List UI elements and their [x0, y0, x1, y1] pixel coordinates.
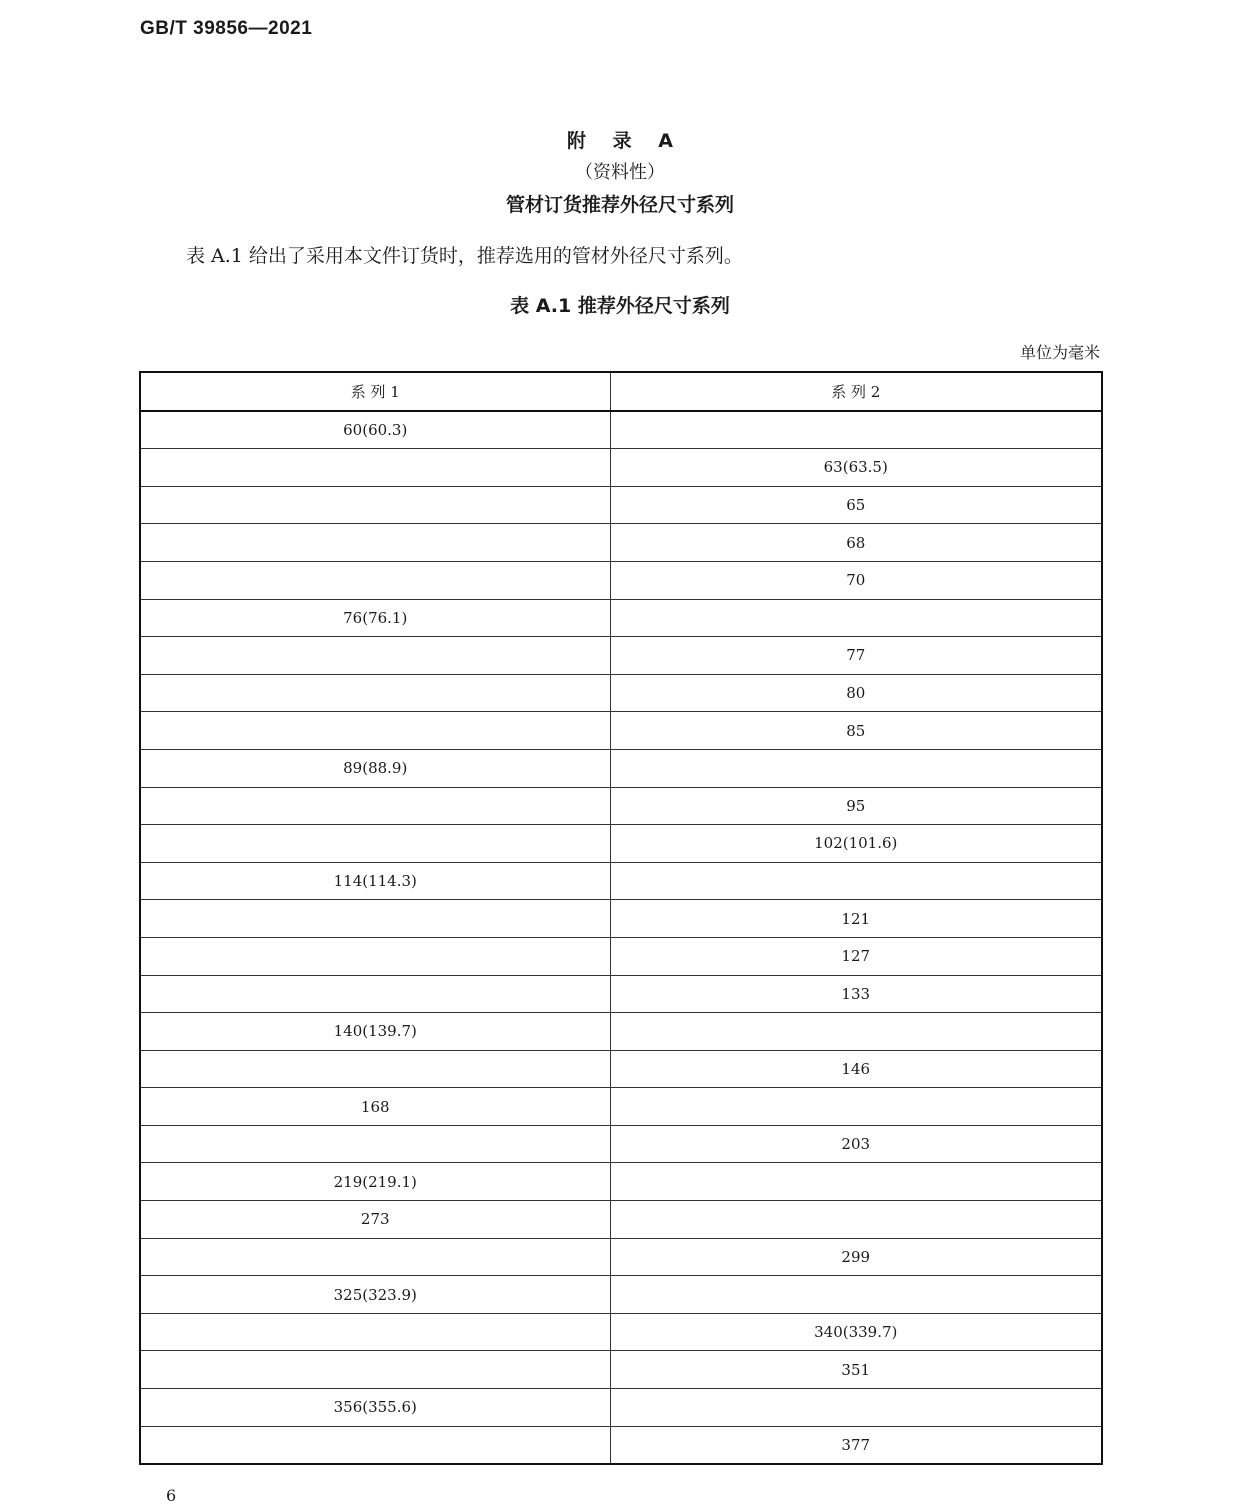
- table-body: [140, 411, 1102, 1465]
- table-row: [140, 787, 1102, 825]
- table-row: [140, 975, 1102, 1013]
- series-2-cell: 351: [610, 1351, 1102, 1389]
- series-1-cell: [140, 787, 610, 825]
- table-row: [140, 937, 1102, 975]
- series-1-cell: [140, 486, 610, 524]
- series-2-cell: 203: [610, 1125, 1102, 1163]
- series-1-cell: [140, 937, 610, 975]
- size-series-table: [139, 371, 1103, 1465]
- table-row: [140, 712, 1102, 750]
- table-row: [140, 411, 1102, 449]
- series-1-cell: [140, 1125, 610, 1163]
- table-row: [140, 1088, 1102, 1126]
- series-1-cell: [140, 1313, 610, 1351]
- series-2-cell: [610, 1389, 1102, 1427]
- series-1-cell: 356(355.6): [140, 1389, 610, 1427]
- series-1-cell: [140, 449, 610, 487]
- series-1-cell: 325(323.9): [140, 1276, 610, 1314]
- series-2-cell: [610, 599, 1102, 637]
- series-1-cell: 114(114.3): [140, 862, 610, 900]
- series-1-cell: 273: [140, 1201, 610, 1239]
- page-number: 6: [166, 1486, 177, 1505]
- table-row: [140, 561, 1102, 599]
- table-row: [140, 1351, 1102, 1389]
- table-row: [140, 1201, 1102, 1239]
- table-row: [140, 486, 1102, 524]
- series-1-cell: 60(60.3): [140, 411, 610, 449]
- series-2-cell: 68: [610, 524, 1102, 562]
- series-2-cell: 121: [610, 900, 1102, 938]
- series-2-cell: 340(339.7): [610, 1313, 1102, 1351]
- annex-title: 附 录 A: [567, 130, 673, 152]
- annex-type: （资料性）: [575, 162, 665, 183]
- series-2-cell: 80: [610, 674, 1102, 712]
- series-1-cell: [140, 712, 610, 750]
- table-row: [140, 674, 1102, 712]
- table-row: [140, 1389, 1102, 1427]
- table-title: 表 A.1 推荐外径尺寸系列: [510, 295, 730, 317]
- series-1-cell: [140, 1050, 610, 1088]
- series-2-cell: 77: [610, 637, 1102, 675]
- series-1-cell: 89(88.9): [140, 749, 610, 787]
- table-row: [140, 1276, 1102, 1314]
- series-2-cell: [610, 862, 1102, 900]
- table-row: [140, 862, 1102, 900]
- series-1-cell: [140, 524, 610, 562]
- series-1-cell: 140(139.7): [140, 1013, 610, 1051]
- header-series-1: 系 列 1: [140, 372, 610, 411]
- series-2-cell: [610, 749, 1102, 787]
- series-2-cell: [610, 1013, 1102, 1051]
- table-row: [140, 1050, 1102, 1088]
- table-unit: 单位为毫米: [1019, 343, 1100, 362]
- table-row: [140, 900, 1102, 938]
- table-header-row: [140, 372, 1102, 411]
- series-2-cell: 95: [610, 787, 1102, 825]
- header-series-2: 系 列 2: [610, 372, 1102, 411]
- series-2-cell: 146: [610, 1050, 1102, 1088]
- series-1-cell: [140, 900, 610, 938]
- series-2-cell: [610, 1201, 1102, 1239]
- series-1-cell: 168: [140, 1088, 610, 1126]
- table-row: [140, 1426, 1102, 1464]
- series-1-cell: 76(76.1): [140, 599, 610, 637]
- series-2-cell: 70: [610, 561, 1102, 599]
- table-row: [140, 524, 1102, 562]
- series-1-cell: [140, 1351, 610, 1389]
- series-1-cell: 219(219.1): [140, 1163, 610, 1201]
- table-row: [140, 1013, 1102, 1051]
- series-2-cell: 127: [610, 937, 1102, 975]
- table-row: [140, 1313, 1102, 1351]
- series-2-cell: [610, 1088, 1102, 1126]
- series-2-cell: 299: [610, 1238, 1102, 1276]
- table-row: [140, 825, 1102, 863]
- series-2-cell: [610, 1276, 1102, 1314]
- table-row: [140, 637, 1102, 675]
- series-2-cell: [610, 411, 1102, 449]
- series-2-cell: 85: [610, 712, 1102, 750]
- series-1-cell: [140, 1426, 610, 1464]
- series-2-cell: [610, 1163, 1102, 1201]
- series-2-cell: 377: [610, 1426, 1102, 1464]
- series-2-cell: 63(63.5): [610, 449, 1102, 487]
- table-row: [140, 1163, 1102, 1201]
- series-2-cell: 102(101.6): [610, 825, 1102, 863]
- table-row: [140, 749, 1102, 787]
- annex-name: 管材订货推荐外径尺寸系列: [505, 194, 734, 216]
- table-row: [140, 1125, 1102, 1163]
- series-1-cell: [140, 1238, 610, 1276]
- table-row: [140, 1238, 1102, 1276]
- series-2-cell: 133: [610, 975, 1102, 1013]
- standard-code: GB/T 39856—2021: [140, 18, 313, 39]
- intro-paragraph: 表 A.1 给出了采用本文件订货时，推荐选用的管材外径尺寸系列。: [186, 245, 743, 267]
- series-1-cell: [140, 825, 610, 863]
- series-2-cell: 65: [610, 486, 1102, 524]
- table-row: [140, 449, 1102, 487]
- series-1-cell: [140, 975, 610, 1013]
- table-row: [140, 599, 1102, 637]
- series-1-cell: [140, 674, 610, 712]
- series-1-cell: [140, 637, 610, 675]
- series-1-cell: [140, 561, 610, 599]
